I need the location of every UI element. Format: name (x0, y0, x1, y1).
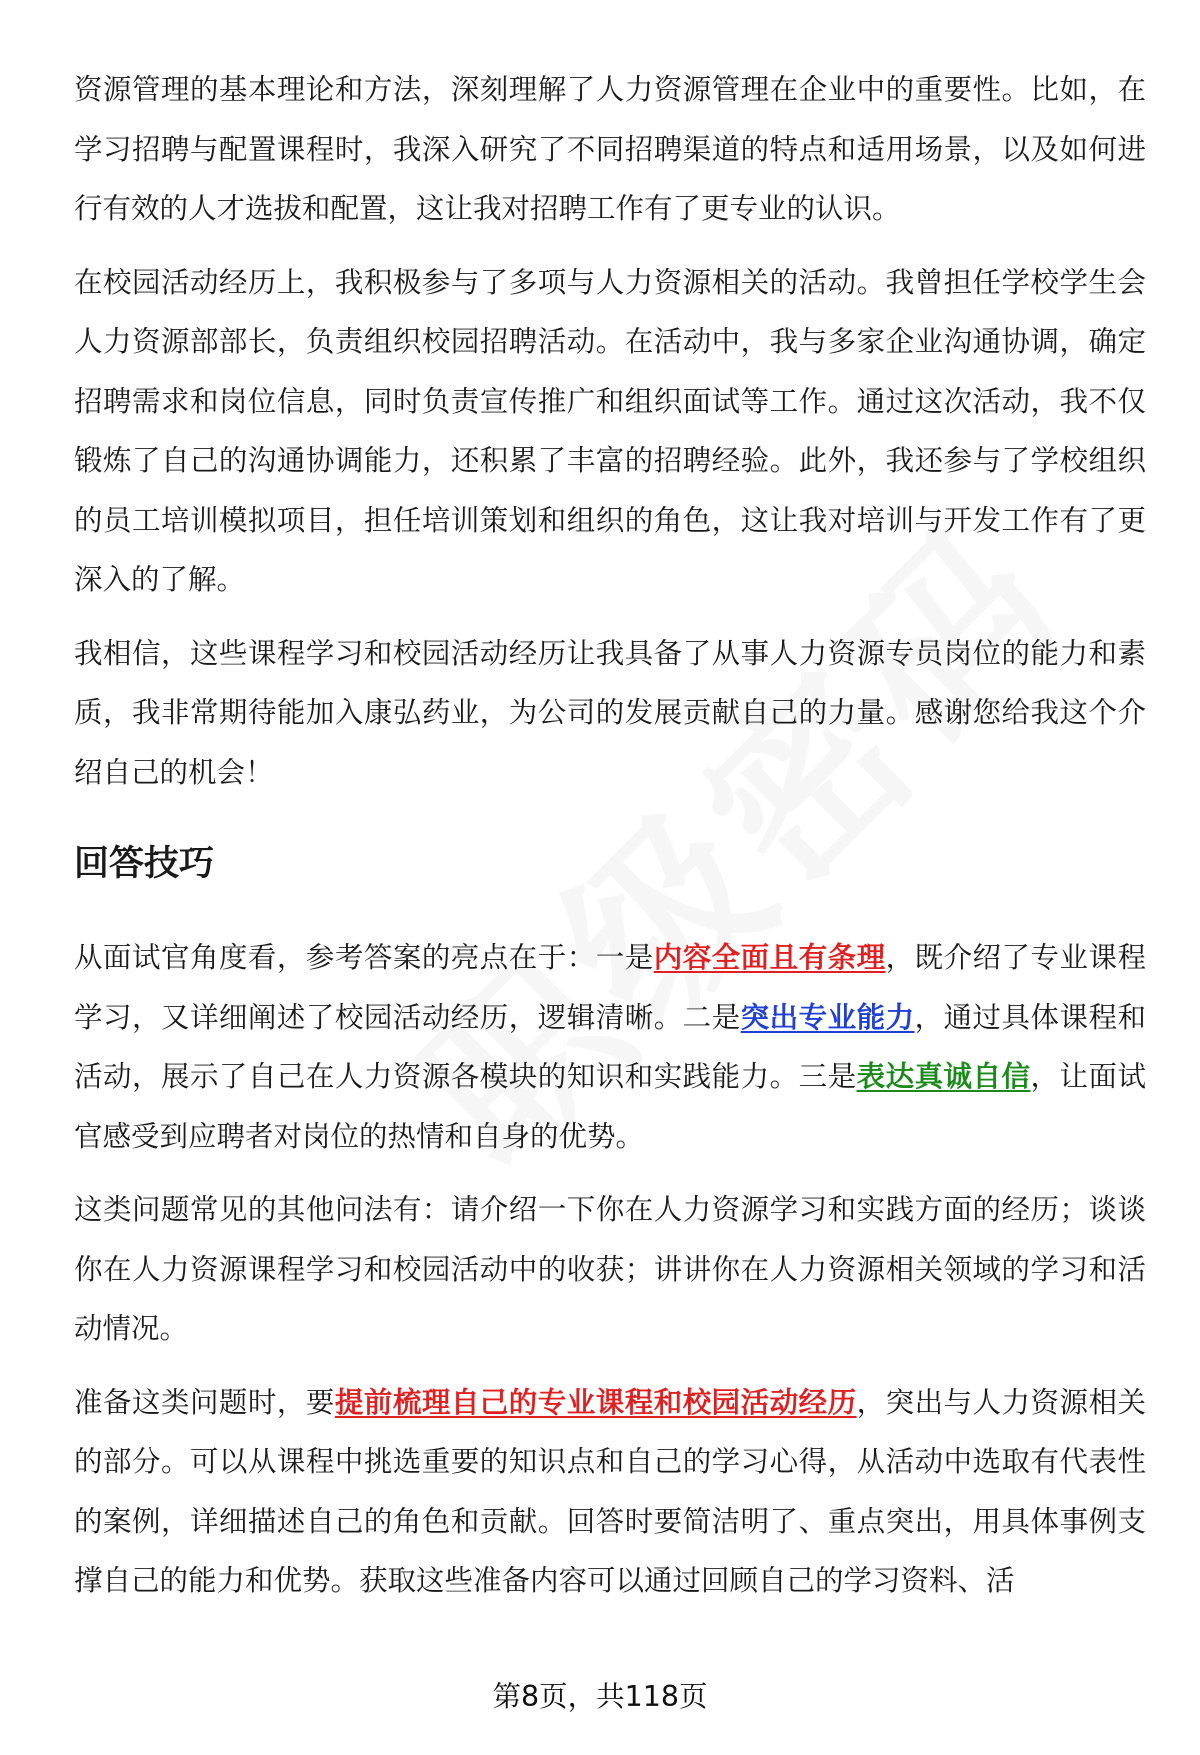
text-span: 准备这类问题时，要 (74, 1385, 335, 1419)
highlight-sincere: 表达真诚自信 (856, 1060, 1031, 1093)
highlight-comprehensive: 内容全面且有条理 (653, 941, 886, 974)
tips-paragraph: 这类问题常见的其他问法有：请介绍一下你在人力资源学习和实践方面的经历；谈谈你在人力资源课程学习和校园活动中的收获；讲讲你在人力资源相关领域的学习和活动情况。 (74, 1193, 1146, 1345)
text-span: ，让面试官感受到应聘者对岗位的热情和自身的优势。 (74, 1060, 1146, 1153)
tips-paragraph (74, 928, 1146, 1166)
highlight-prepare: 提前梳理自己的专业课程和校园活动经历 (334, 1385, 857, 1419)
body-paragraph: 我相信，这些课程学习和校园活动经历让我具备了从事人力资源专员岗位的能力和素质，我非常期待能加入康弘药业，为公司的发展贡献自己的力量。感谢您给我这个介绍自己的机会！ (74, 636, 1146, 789)
text-span: 从面试官角度看，参考答案的亮点在于：一是 (74, 941, 654, 974)
section-heading: 回答技巧 (74, 844, 215, 884)
page-number: 第8页，共118页 (492, 1680, 708, 1713)
text-span: ，突出与人力资源相关的部分。可以从课程中挑选重要的知识点和自己的学习心得，从活动中选取有代表性的案例，详细描述自己的角色和贡献。回答时要简洁明了、重点突出，用具体事例支撑自己的能力和优势。获取这些准备内容可以通过回顾自己的学习资料、活 (74, 1385, 1146, 1597)
body-paragraph: 资源管理的基本理论和方法，深刻理解了人力资源管理在企业中的重要性。比如，在学习招聘与配置课程时，我深入研究了不同招聘渠道的特点和适用场景，以及如何进行有效的人才选拔和配置，这让我对招聘工作有了更专业的认识。 (74, 73, 1146, 225)
highlight-professional: 突出专业能力 (740, 1000, 915, 1034)
text-span: ，通过具体课程和活动，展示了自己在人力资源各模块的知识和实践能力。三是 (74, 1000, 1146, 1093)
text-span: ，既介绍了专业课程学习，又详细阐述了校园活动经历，逻辑清晰。二是 (74, 941, 1146, 1034)
document-page (74, 60, 1146, 1611)
body-paragraph: 在校园活动经历上，我积极参与了多项与人力资源相关的活动。我曾担任学校学生会人力资源部部长，负责组织校园招聘活动。在活动中，我与多家企业沟通协调，确定招聘需求和岗位信息，同时负责宣传推广和组织面试等工作。通过这次活动，我不仅锻炼了自己的沟通协调能力，还积累了丰富的招聘经验。此外，我还参与了学校组织的员工培训模拟项目，担任培训策划和组织的角色，这让我对培训与开发工作有了更深入的了解。 (74, 265, 1146, 596)
tips-paragraph (74, 1373, 1146, 1611)
